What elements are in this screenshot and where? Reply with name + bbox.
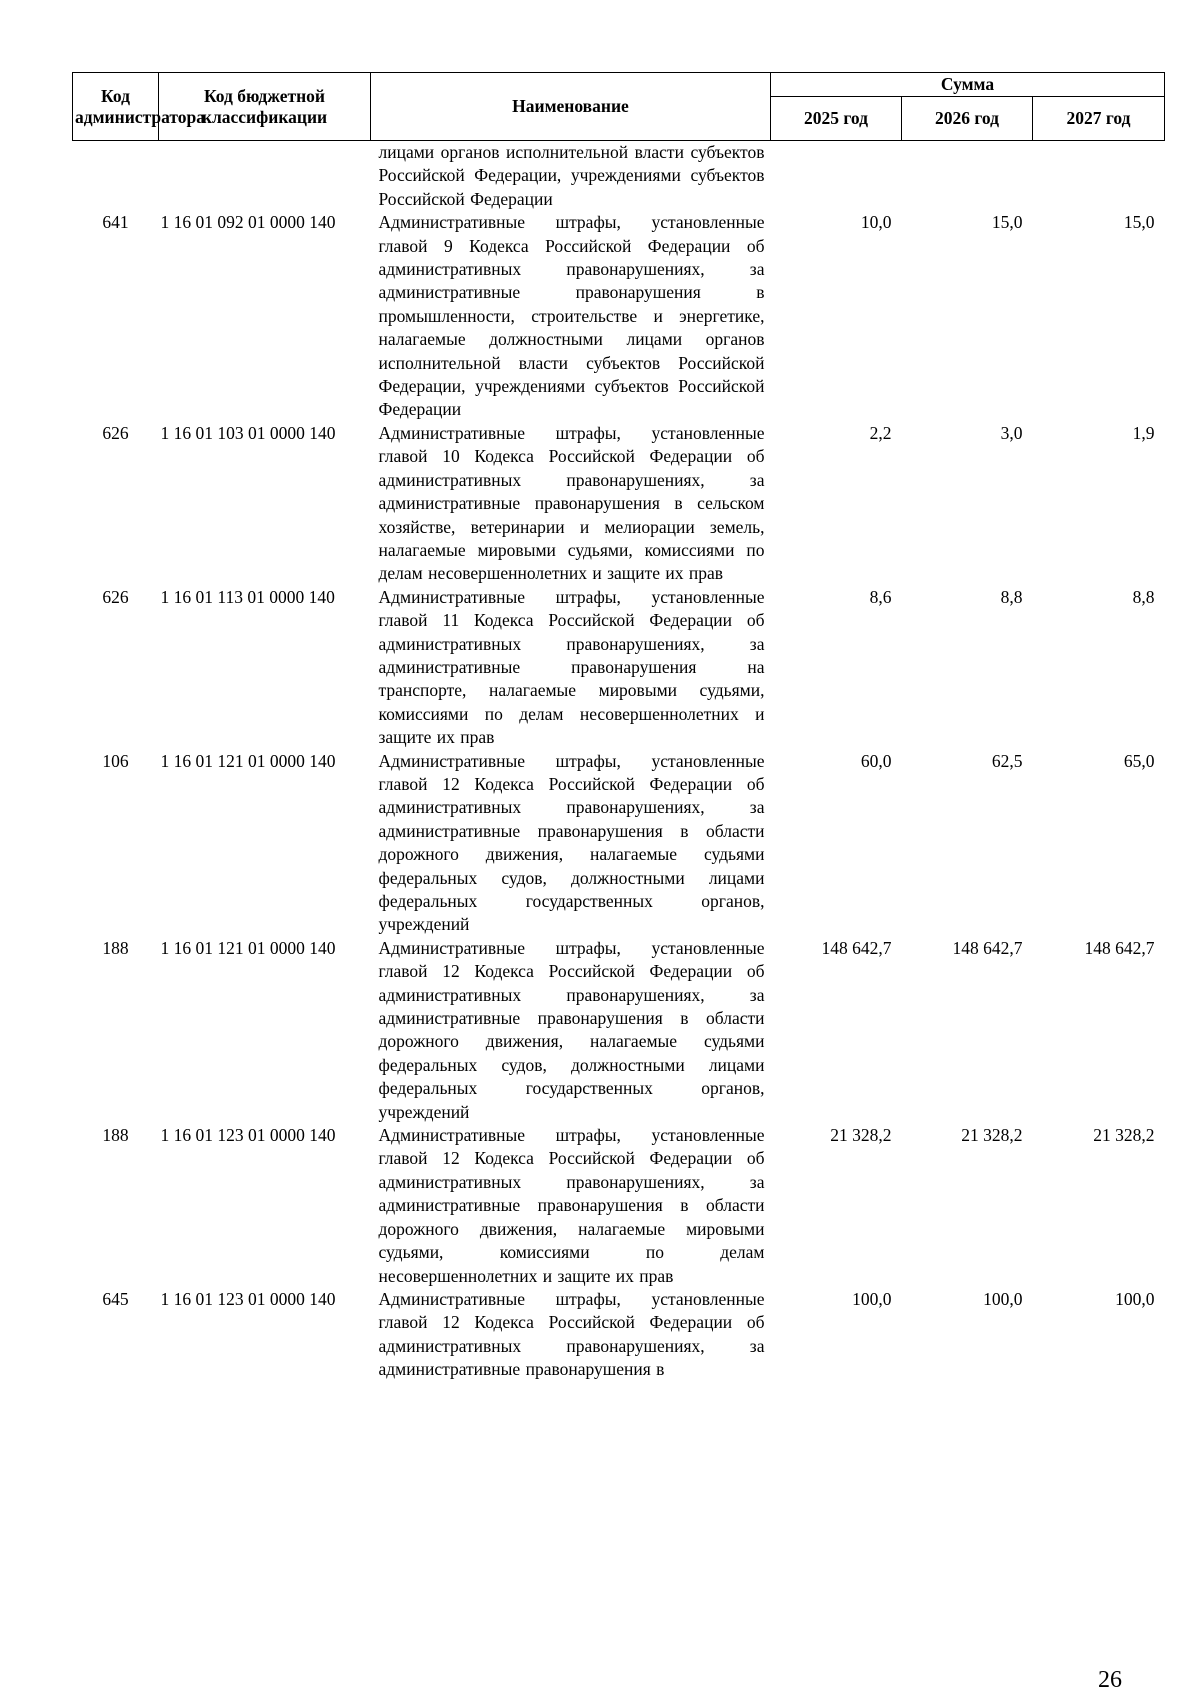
admin-code-cell: 645 <box>102 1288 129 1309</box>
continuation-text: лицами органов исполнительной власти субъектов Российской Федерации, учреждениями субъектов Российской Федерации <box>378 142 765 209</box>
header-year-2025: 2025 год <box>771 97 902 141</box>
header-sum: Сумма <box>771 73 1165 97</box>
sum-2027-cell: 65,0 <box>1123 750 1155 771</box>
sum-2025-cell: 2,2 <box>869 422 892 443</box>
name-cell: Административные штрафы, установленные главой 9 Кодекса Российской Федерации об административных правонарушениях, за административные правонарушения в промышленности, строительстве и энергетике, налагаемые должностными лицами органов исполнительной власти субъектов Российской Федерации, учреждениями субъектов Российской Федерации <box>378 212 765 420</box>
table-row <box>73 1288 1165 1382</box>
sum-2027-cell: 21 328,2 <box>1093 1125 1155 1146</box>
admin-code-cell: 626 <box>102 422 129 443</box>
budget-revenue-table <box>72 72 1165 1382</box>
continuation-row <box>73 141 1165 212</box>
table-row <box>73 211 1165 422</box>
name-cell: Административные штрафы, установленные главой 12 Кодекса Российской Федерации об административных правонарушениях, за административные правонарушения в области дорожного движения, налагаемые мировыми судьями, комиссиями по делам несовершеннолетних и защите их прав <box>378 1125 765 1286</box>
header-admin-code: Код администратора <box>73 73 159 141</box>
sum-2026-cell: 15,0 <box>991 212 1023 233</box>
sum-2025-cell: 10,0 <box>860 212 892 233</box>
name-cell: Административные штрафы, установленные главой 12 Кодекса Российской Федерации об административных правонарушениях, за административные правонарушения в области дорожного движения, налагаемые судьями федеральных судов, должностными лицами федеральных государственных органов, учреждений <box>378 750 765 935</box>
admin-code-cell: 188 <box>102 1125 129 1146</box>
sum-2027-cell: 1,9 <box>1132 422 1155 443</box>
sum-2027-cell: 15,0 <box>1123 212 1155 233</box>
sum-2027-cell: 148 642,7 <box>1084 937 1155 958</box>
table-row <box>73 422 1165 586</box>
sum-2025-cell: 60,0 <box>860 750 892 771</box>
table-body <box>73 141 1165 1382</box>
header-year-2026: 2026 год <box>902 97 1033 141</box>
name-cell: Административные штрафы, установленные главой 12 Кодекса Российской Федерации об административных правонарушениях, за административные правонарушения в <box>378 1288 765 1380</box>
sum-2027-cell: 8,8 <box>1132 586 1155 607</box>
name-cell: Административные штрафы, установленные главой 11 Кодекса Российской Федерации об административных правонарушениях, за административные правонарушения на транспорте, налагаемые мировыми судьями, комиссиями по делам несовершеннолетних и защите их прав <box>378 586 765 748</box>
table-row <box>73 586 1165 750</box>
sum-2026-cell: 62,5 <box>991 750 1023 771</box>
sum-2026-cell: 21 328,2 <box>961 1125 1023 1146</box>
name-cell: Административные штрафы, установленные главой 10 Кодекса Российской Федерации об административных правонарушениях, за административные правонарушения в сельском хозяйстве, ветеринарии и мелиорации земель, налагаемые мировыми судьями, комиссиями по делам несовершеннолетних и защите их прав <box>378 422 765 584</box>
sum-2026-cell: 3,0 <box>1000 422 1023 443</box>
sum-2025-cell: 8,6 <box>869 586 892 607</box>
sum-2027-cell: 100,0 <box>1115 1288 1155 1309</box>
admin-code-cell: 188 <box>102 937 129 958</box>
admin-code-cell: 626 <box>102 586 129 607</box>
budget-code-cell: 1 16 01 113 01 0000 140 <box>160 586 335 607</box>
sum-2025-cell: 148 642,7 <box>821 937 892 958</box>
table-row <box>73 750 1165 937</box>
sum-2026-cell: 100,0 <box>983 1288 1023 1309</box>
header-name: Наименование <box>371 73 771 141</box>
budget-code-cell: 1 16 01 123 01 0000 140 <box>160 1288 336 1309</box>
table-row <box>73 1124 1165 1288</box>
budget-code-cell: 1 16 01 123 01 0000 140 <box>160 1125 336 1146</box>
budget-code-cell: 1 16 01 121 01 0000 140 <box>160 937 336 958</box>
sum-2026-cell: 8,8 <box>1000 586 1023 607</box>
budget-code-cell: 1 16 01 092 01 0000 140 <box>160 212 336 233</box>
name-cell: Административные штрафы, установленные главой 12 Кодекса Российской Федерации об административных правонарушениях, за административные правонарушения в области дорожного движения, налагаемые судьями федеральных судов, должностными лицами федеральных государственных органов, учреждений <box>378 937 765 1122</box>
page-number: 26 <box>1098 1667 1122 1693</box>
header-year-2027: 2027 год <box>1033 97 1165 141</box>
sum-2025-cell: 100,0 <box>852 1288 892 1309</box>
budget-code-cell: 1 16 01 121 01 0000 140 <box>160 750 336 771</box>
budget-code-cell: 1 16 01 103 01 0000 140 <box>160 422 336 443</box>
admin-code-cell: 641 <box>102 212 129 233</box>
sum-2026-cell: 148 642,7 <box>952 937 1023 958</box>
table-header <box>73 73 1165 141</box>
sum-2025-cell: 21 328,2 <box>830 1125 892 1146</box>
table-row <box>73 937 1165 1124</box>
header-budget-code: Код бюджетной классификации <box>159 73 371 141</box>
admin-code-cell: 106 <box>102 750 129 771</box>
